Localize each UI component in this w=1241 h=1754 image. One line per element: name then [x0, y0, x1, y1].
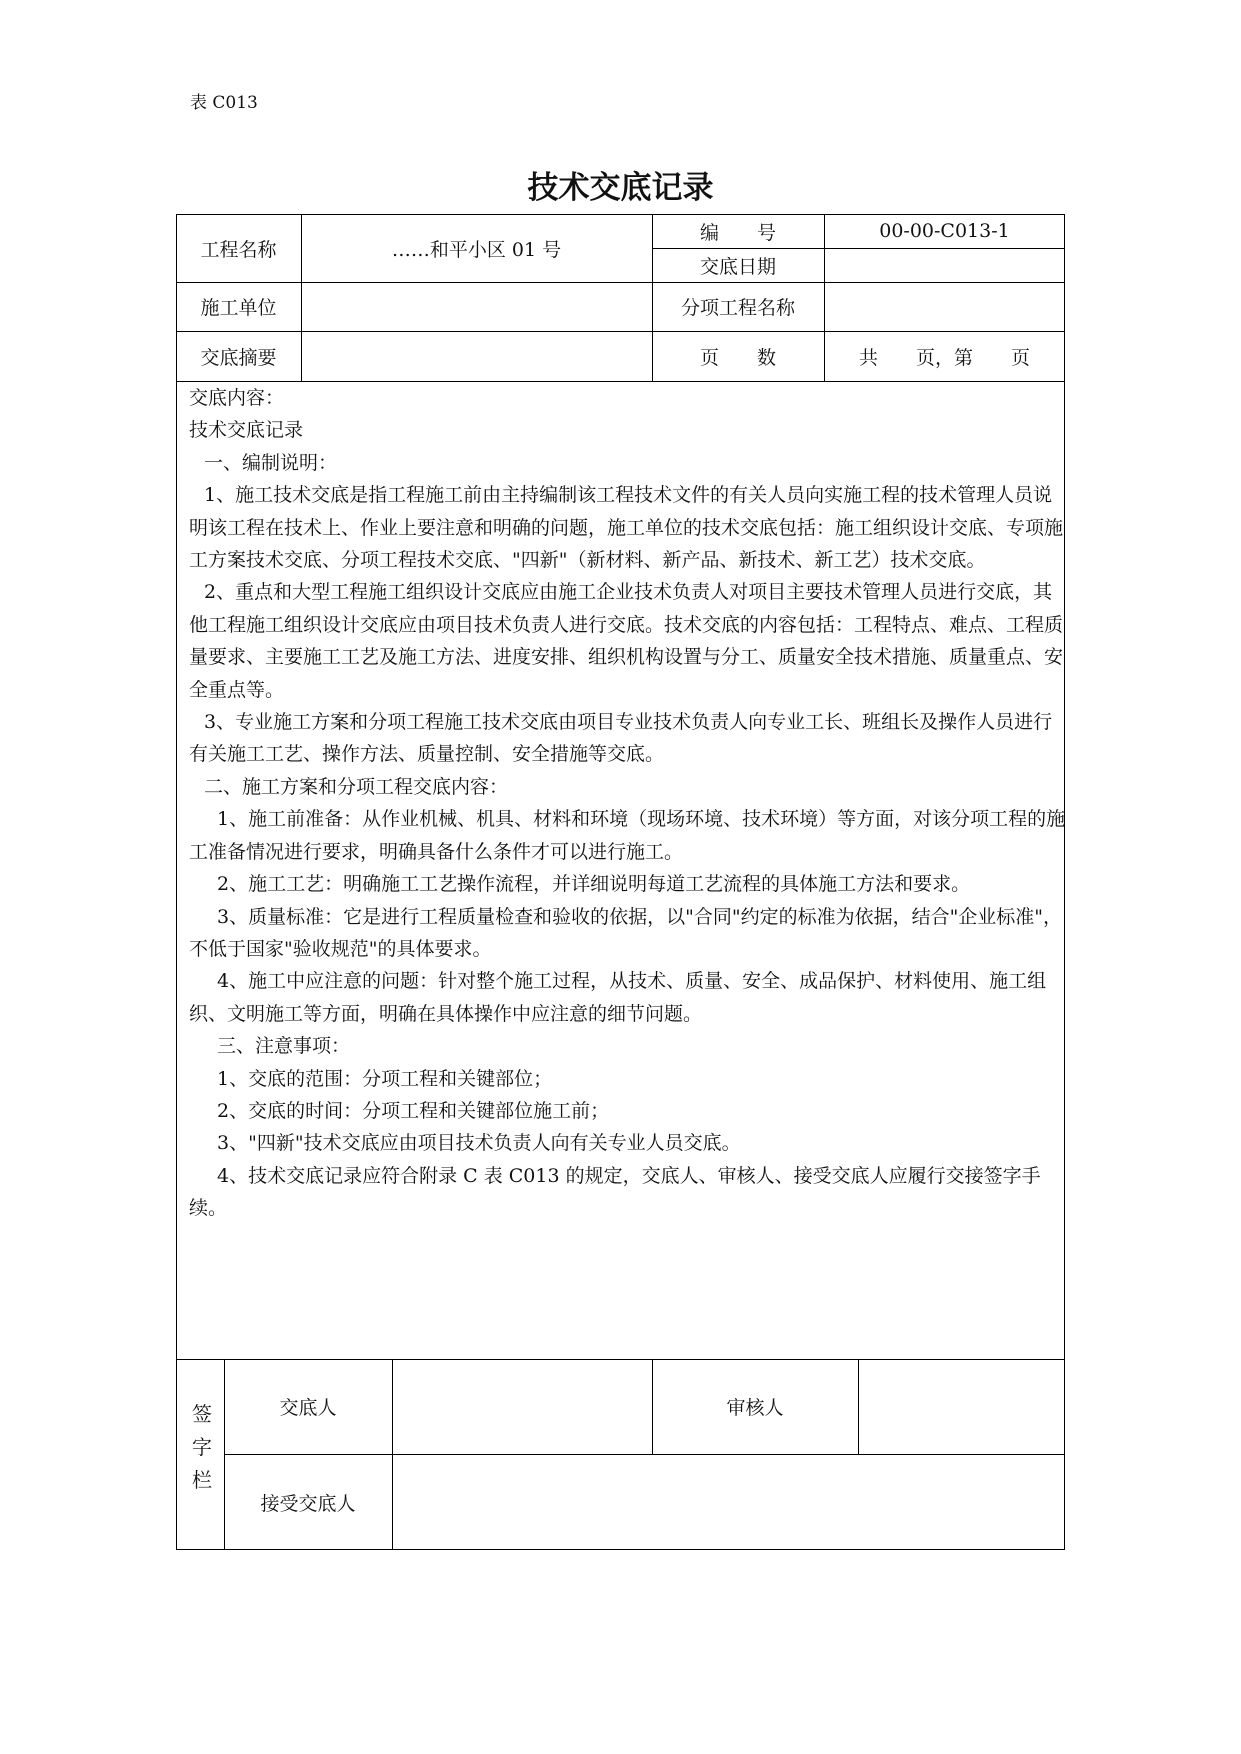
content-line: 3、"四新"技术交底应由项目技术负责人向有关专业人员交底。 — [217, 1132, 741, 1155]
reviewer-label: 审核人 — [726, 1397, 784, 1419]
content-line: 1、施工前准备：从作业机械、机具、材料和环境（现场环境、技术环境）等方面，对该分项工程的施工准备情况进行要求，明确具备什么条件才可以进行施工。 — [189, 808, 1066, 863]
pages-label: 页 数 — [699, 346, 776, 369]
document-title: 技术交底记录 — [527, 170, 714, 206]
content-line: 1、施工技术交底是指工程施工前由主持编制该工程技术文件的有关人员向实施工程的技术管理人员说明该工程在技术上、作业上要注意和明确的问题，施工单位的技术交底包括：施工组织设计交底、专项施工方案技术交底、分项工程技术交底、"四新"（新材料、新产品、新技术、新工艺）技术交底。 — [189, 484, 1064, 572]
content-line: 4、技术交底记录应符合附录 C 表 C013 的规定，交底人、审核人、接受交底人应履行交接签字手续。 — [189, 1164, 1041, 1220]
date-label: 交底日期 — [699, 255, 776, 278]
contractor-label: 施工单位 — [200, 297, 277, 319]
summary-value[interactable] — [301, 331, 652, 381]
discloser-label: 交底人 — [279, 1397, 337, 1419]
form-code: 表 C013 — [190, 93, 258, 113]
receiver-signature-field[interactable] — [392, 1454, 1065, 1550]
signature-column-label: 签 字 栏 — [192, 1402, 212, 1492]
content-line: 三、注意事项： — [217, 1035, 351, 1058]
pages-value[interactable]: 共 页，第 页 — [858, 346, 1030, 369]
content-line: 2、施工工艺：明确施工工艺操作流程，并详细说明每道工艺流程的具体施工方法和要求。 — [217, 873, 971, 896]
number-label: 编 号 — [699, 221, 776, 244]
date-value[interactable] — [824, 248, 1065, 282]
discloser-signature-field[interactable] — [392, 1359, 652, 1454]
content-line: 1、交底的范围：分项工程和关键部位； — [217, 1067, 553, 1090]
content-heading: 交底内容： — [189, 387, 285, 409]
content-line: 3、质量标准：它是进行工程质量检查和验收的依据，以"合同"约定的标准为依据，结合"企业标准"，不低于国家"验收规范"的具体要求。 — [189, 905, 1063, 960]
content-line: 一、编制说明： — [204, 451, 338, 474]
subproject-value[interactable] — [824, 282, 1065, 331]
reviewer-signature-field[interactable] — [858, 1359, 1065, 1454]
receiver-label: 接受交底人 — [260, 1492, 356, 1515]
summary-label: 交底摘要 — [200, 346, 277, 369]
project-name-label: 工程名称 — [200, 238, 277, 261]
content-line: 4、施工中应注意的问题：针对整个施工过程，从技术、质量、安全、成品保护、材料使用、施工组织、文明施工等方面，明确在具体操作中应注意的细节问题。 — [189, 970, 1047, 1025]
project-name-value[interactable]: ……和平小区 01 号 — [391, 238, 562, 261]
content-line: 技术交底记录 — [189, 419, 304, 442]
content-line: 二、施工方案和分项工程交底内容： — [204, 775, 509, 798]
content-line: 2、重点和大型工程施工组织设计交底应由施工企业技术负责人对项目主要技术管理人员进行交底，其他工程施工组织设计交底应由项目技术负责人进行交底。技术交底的内容包括：工程特点、难点、工程质量要求、主要施工工艺及施工方法、进度安排、组织机构设置与分工、质量安全技术措施、质量重点、安全重点等。 — [189, 581, 1064, 701]
contractor-value[interactable] — [301, 282, 652, 331]
content-line: 3、专业施工方案和分项工程施工技术交底由项目专业技术负责人向专业工长、班组长及操作人员进行有关施工工艺、操作方法、质量控制、安全措施等交底。 — [189, 711, 1053, 766]
disclosure-content — [189, 382, 1069, 1225]
number-value[interactable]: 00-00-C013-1 — [879, 220, 1010, 242]
content-line: 2、交底的时间：分项工程和关键部位施工前； — [217, 1099, 610, 1122]
subproject-label: 分项工程名称 — [680, 297, 795, 319]
